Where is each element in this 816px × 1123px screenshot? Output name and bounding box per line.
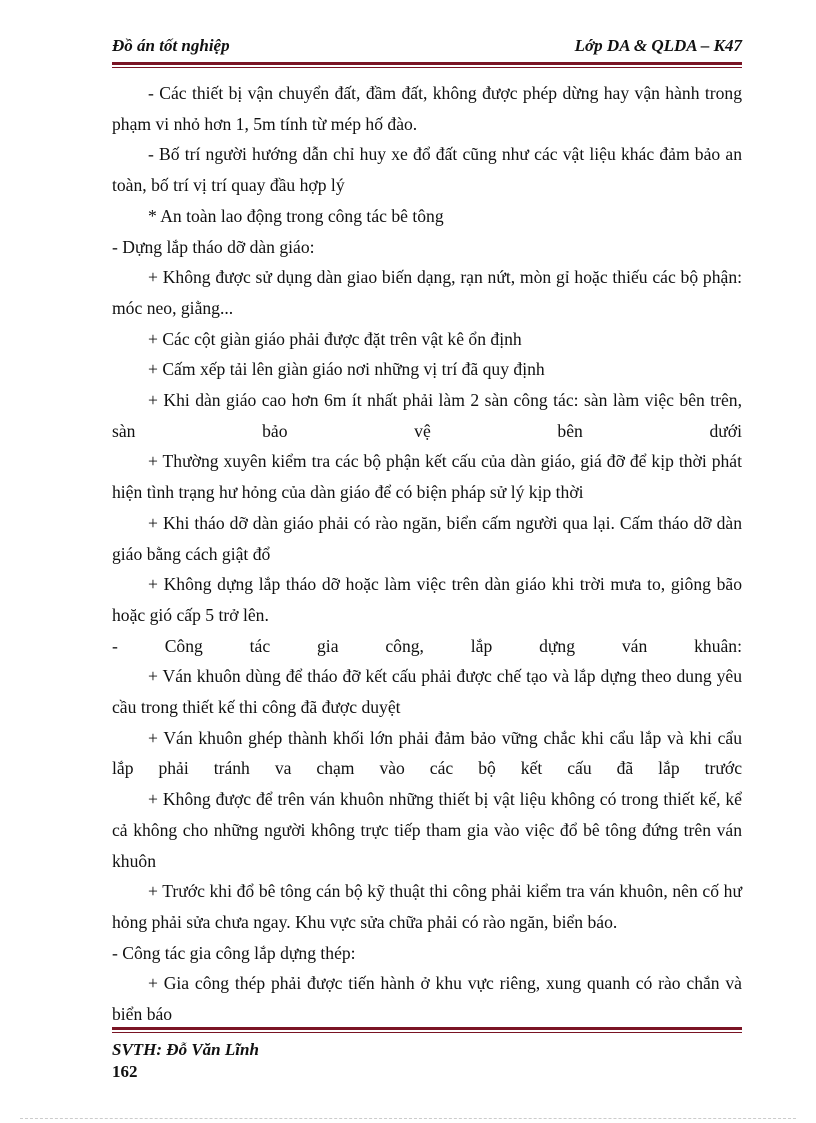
page-number: 162 <box>112 1062 138 1081</box>
subsection-heading: - Công tác gia công, lắp dựng ván khuân: <box>112 635 742 656</box>
paragraph: + Trước khi đổ bê tông cán bộ kỹ thuật thi công phải kiểm tra ván khuôn, nên cố hư hỏng phải sửa chưa ngay. Khu vực sửa chữa phải có rào ngăn, biển báo. <box>112 881 742 932</box>
page-footer <box>112 1040 259 1082</box>
body-text <box>112 78 742 1030</box>
subsection-heading: - Công tác gia công lắp dựng thép: <box>112 942 356 963</box>
paragraph: - Các thiết bị vận chuyển đất, đầm đất, không được phép dừng hay vận hành trong phạm vi nhỏ hơn 1, 5m tính từ mép hố đào. <box>112 83 742 134</box>
page-header <box>112 30 742 60</box>
section-heading: * An toàn lao động trong công tác bê tông <box>148 205 444 226</box>
author: SVTH: Đỗ Văn Lĩnh <box>112 1040 259 1059</box>
paragraph: + Khi tháo dỡ dàn giáo phải có rào ngăn, biển cấm người qua lại. Cấm tháo dỡ dàn giáo bằng cách giật đổ <box>112 512 742 564</box>
paragraph: + Không dựng lắp tháo dỡ hoặc làm việc trên dàn giáo khi trời mưa to, giông bão hoặc gió cấp 5 trở lên. <box>112 574 742 625</box>
class-name: Lớp DA & QLDA – K47 <box>574 36 742 55</box>
paragraph: + Khi dàn giáo cao hơn 6m ít nhất phải làm 2 sàn công tác: sàn làm việc bên trên, sàn bảo vệ bên dưới <box>112 390 742 441</box>
paragraph: + Gia công thép phải được tiến hành ở khu vực riêng, xung quanh có rào chắn và biển báo <box>112 973 742 1025</box>
footer-rule <box>112 1027 742 1033</box>
subsection-heading: - Dựng lắp tháo dỡ dàn giáo: <box>112 236 315 257</box>
page-edge-divider <box>20 1118 796 1119</box>
paragraph: + Các cột giàn giáo phải được đặt trên vật kê ổn định <box>148 328 522 349</box>
paragraph: + Không được để trên ván khuôn những thiết bị vật liệu không có trong thiết kế, kể cả không cho những người không trực tiếp tham gia vào việc đổ bê tông đứng trên ván khuôn <box>112 789 742 871</box>
paragraph: + Thường xuyên kiểm tra các bộ phận kết cấu của dàn giáo, giá đỡ để kịp thời phát hiện tình trạng hư hỏng của dàn giáo để có biện pháp sử lý kịp thời <box>112 451 742 503</box>
paragraph: + Ván khuôn ghép thành khối lớn phải đảm bảo vững chắc khi cẩu lắp và khi cẩu lắp phải tránh va chạm vào các bộ kết cấu đã lắp trước <box>112 727 742 779</box>
thesis-title: Đồ án tốt nghiệp <box>112 36 230 55</box>
paragraph: + Ván khuôn dùng để tháo đỡ kết cấu phải được chế tạo và lắp dựng theo dung yêu cầu trong thiết kế thi công đã được duyệt <box>112 666 742 718</box>
paragraph: + Không được sử dụng dàn giao biến dạng, rạn nứt, mòn gỉ hoặc thiếu các bộ phận: móc neo, giằng... <box>112 267 742 318</box>
paragraph: - Bố trí người hướng dẫn chỉ huy xe đổ đất cũng như các vật liệu khác đảm bảo an toàn, bố trí vị trí quay đầu hợp lý <box>112 144 742 196</box>
header-rule <box>112 62 742 68</box>
paragraph: + Cấm xếp tải lên giàn giáo nơi những vị trí đã quy định <box>148 359 545 380</box>
